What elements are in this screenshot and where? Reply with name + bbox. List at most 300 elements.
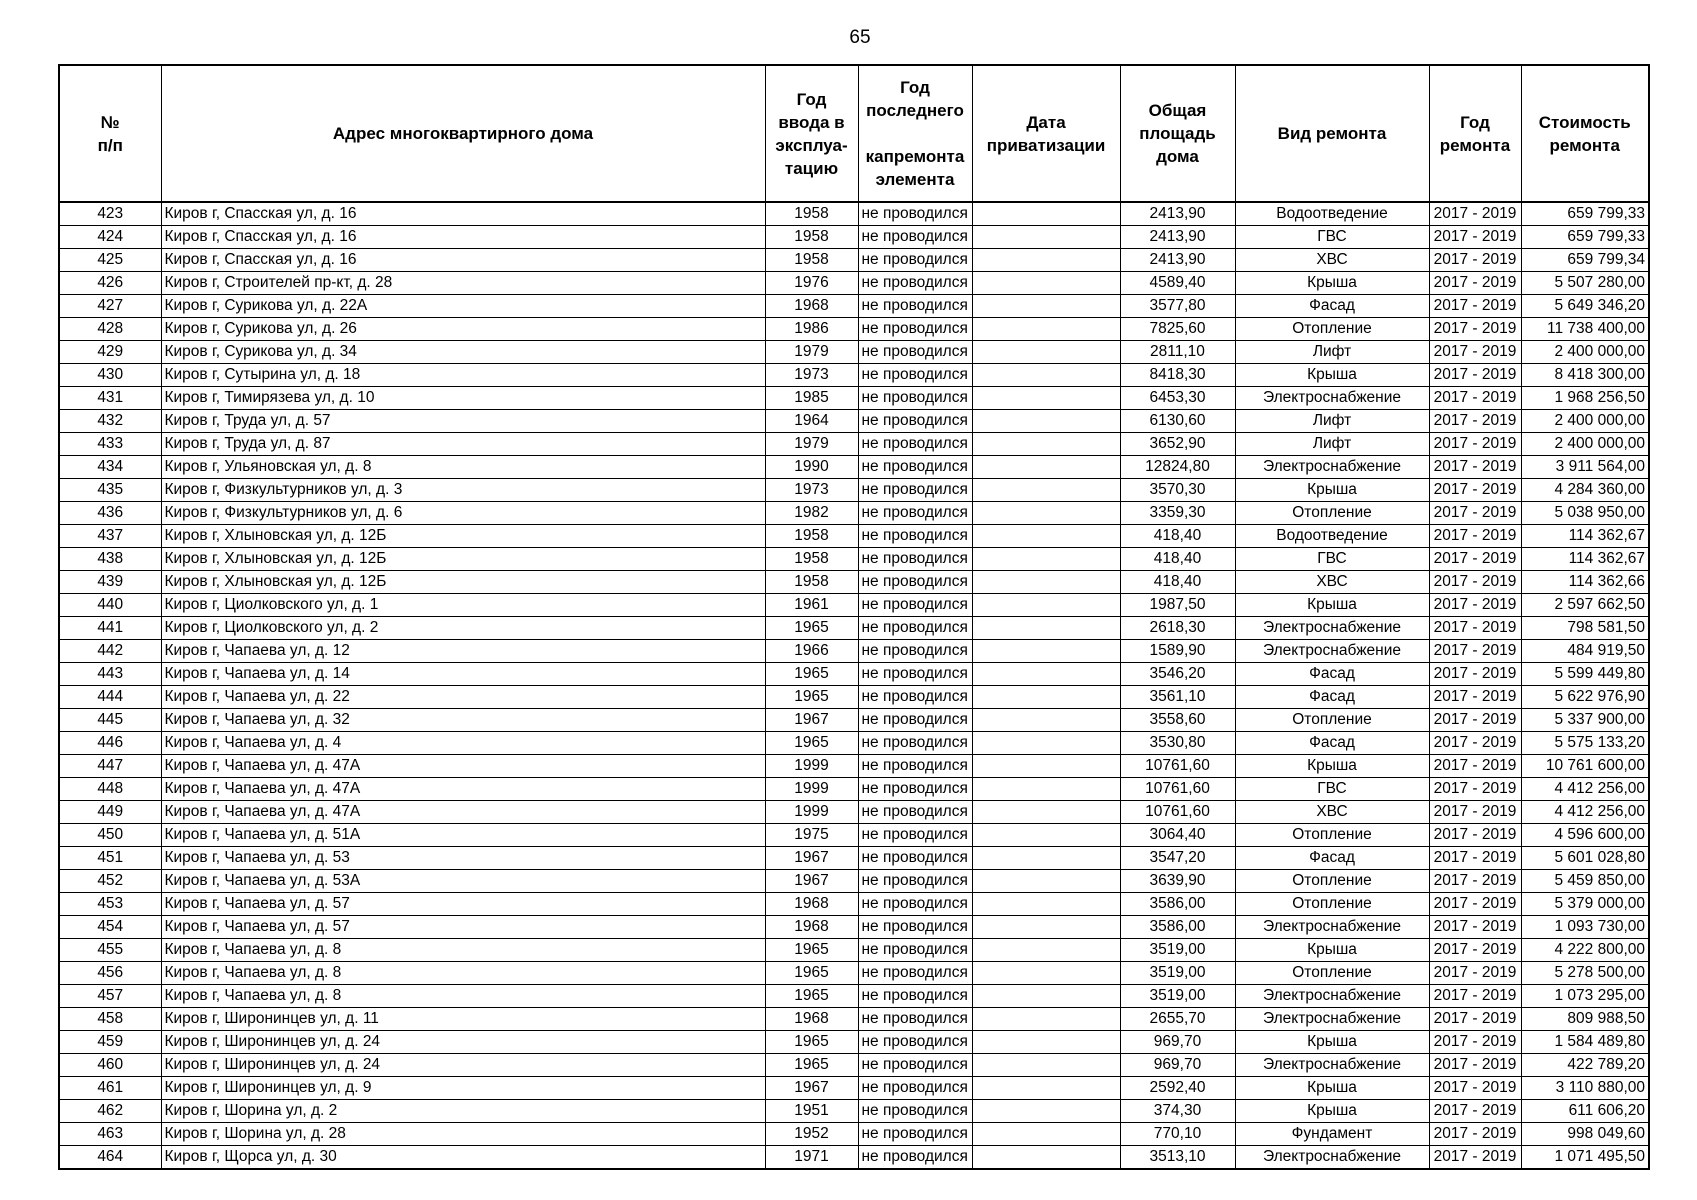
row-repair-cost: 5 507 280,00 <box>1521 272 1649 295</box>
table-row <box>59 870 1649 893</box>
table-row <box>59 617 1649 640</box>
table-row <box>59 202 1649 226</box>
row-repair-year: 2017 - 2019 <box>1429 617 1521 640</box>
row-privatization-date <box>972 663 1120 686</box>
row-index: 424 <box>59 226 161 249</box>
row-year-built: 1967 <box>765 1077 858 1100</box>
row-year-built: 1986 <box>765 318 858 341</box>
row-repair-type: Крыша <box>1235 1077 1429 1100</box>
row-last-repair: не проводился <box>858 1123 972 1146</box>
table-row <box>59 801 1649 824</box>
row-repair-cost: 5 337 900,00 <box>1521 709 1649 732</box>
row-year-built: 1979 <box>765 433 858 456</box>
row-index: 458 <box>59 1008 161 1031</box>
row-repair-type: Фасад <box>1235 663 1429 686</box>
row-repair-cost: 484 919,50 <box>1521 640 1649 663</box>
row-repair-type: ХВС <box>1235 249 1429 272</box>
row-repair-year: 2017 - 2019 <box>1429 272 1521 295</box>
row-index: 441 <box>59 617 161 640</box>
row-address: Киров г, Широнинцев ул, д. 9 <box>161 1077 765 1100</box>
row-privatization-date <box>972 456 1120 479</box>
table-row <box>59 548 1649 571</box>
table-row <box>59 686 1649 709</box>
row-total-area: 3546,20 <box>1120 663 1235 686</box>
row-privatization-date <box>972 686 1120 709</box>
row-repair-cost: 809 988,50 <box>1521 1008 1649 1031</box>
row-last-repair: не проводился <box>858 318 972 341</box>
row-index: 462 <box>59 1100 161 1123</box>
row-repair-year: 2017 - 2019 <box>1429 364 1521 387</box>
row-repair-cost: 422 789,20 <box>1521 1054 1649 1077</box>
row-index: 429 <box>59 341 161 364</box>
row-address: Киров г, Циолковского ул, д. 2 <box>161 617 765 640</box>
row-repair-cost: 1 093 730,00 <box>1521 916 1649 939</box>
row-address: Киров г, Труда ул, д. 57 <box>161 410 765 433</box>
row-repair-year: 2017 - 2019 <box>1429 916 1521 939</box>
row-year-built: 1965 <box>765 962 858 985</box>
row-address: Киров г, Чапаева ул, д. 57 <box>161 916 765 939</box>
row-repair-year: 2017 - 2019 <box>1429 985 1521 1008</box>
row-last-repair: не проводился <box>858 594 972 617</box>
row-last-repair: не проводился <box>858 1077 972 1100</box>
row-year-built: 1967 <box>765 870 858 893</box>
row-repair-type: Отопление <box>1235 824 1429 847</box>
row-privatization-date <box>972 364 1120 387</box>
row-repair-cost: 5 599 449,80 <box>1521 663 1649 686</box>
row-repair-year: 2017 - 2019 <box>1429 755 1521 778</box>
table-row <box>59 456 1649 479</box>
row-repair-year: 2017 - 2019 <box>1429 1146 1521 1170</box>
row-index: 443 <box>59 663 161 686</box>
row-year-built: 1967 <box>765 847 858 870</box>
row-year-built: 1965 <box>765 663 858 686</box>
row-year-built: 1951 <box>765 1100 858 1123</box>
row-year-built: 1966 <box>765 640 858 663</box>
row-last-repair: не проводился <box>858 1031 972 1054</box>
row-repair-cost: 2 597 662,50 <box>1521 594 1649 617</box>
row-last-repair: не проводился <box>858 663 972 686</box>
row-last-repair: не проводился <box>858 985 972 1008</box>
row-repair-year: 2017 - 2019 <box>1429 640 1521 663</box>
row-repair-cost: 2 400 000,00 <box>1521 410 1649 433</box>
row-repair-type: Отопление <box>1235 502 1429 525</box>
row-total-area: 10761,60 <box>1120 755 1235 778</box>
row-index: 431 <box>59 387 161 410</box>
row-year-built: 1968 <box>765 893 858 916</box>
row-address: Киров г, Щорса ул, д. 30 <box>161 1146 765 1170</box>
row-last-repair: не проводился <box>858 295 972 318</box>
row-address: Киров г, Чапаева ул, д. 57 <box>161 893 765 916</box>
row-privatization-date <box>972 433 1120 456</box>
row-repair-type: Электроснабжение <box>1235 1146 1429 1170</box>
row-address: Киров г, Ульяновская ул, д. 8 <box>161 456 765 479</box>
row-index: 464 <box>59 1146 161 1170</box>
row-index: 427 <box>59 295 161 318</box>
row-index: 453 <box>59 893 161 916</box>
row-privatization-date <box>972 1077 1120 1100</box>
row-repair-year: 2017 - 2019 <box>1429 939 1521 962</box>
row-last-repair: не проводился <box>858 548 972 571</box>
row-year-built: 1958 <box>765 571 858 594</box>
header-year-built: Год ввода в эксплуа- тацию <box>765 65 858 202</box>
row-privatization-date <box>972 755 1120 778</box>
row-privatization-date <box>972 571 1120 594</box>
table-header-row <box>59 65 1649 202</box>
row-address: Киров г, Широнинцев ул, д. 24 <box>161 1054 765 1077</box>
row-repair-year: 2017 - 2019 <box>1429 525 1521 548</box>
row-privatization-date <box>972 249 1120 272</box>
row-last-repair: не проводился <box>858 456 972 479</box>
row-repair-type: Электроснабжение <box>1235 985 1429 1008</box>
row-repair-type: Электроснабжение <box>1235 456 1429 479</box>
row-repair-type: Лифт <box>1235 410 1429 433</box>
row-repair-type: Крыша <box>1235 364 1429 387</box>
row-address: Киров г, Сурикова ул, д. 34 <box>161 341 765 364</box>
row-address: Киров г, Чапаева ул, д. 32 <box>161 709 765 732</box>
table-row <box>59 824 1649 847</box>
row-repair-type: ГВС <box>1235 226 1429 249</box>
row-year-built: 1999 <box>765 778 858 801</box>
row-repair-cost: 4 412 256,00 <box>1521 778 1649 801</box>
row-last-repair: не проводился <box>858 962 972 985</box>
row-address: Киров г, Сурикова ул, д. 26 <box>161 318 765 341</box>
row-repair-year: 2017 - 2019 <box>1429 709 1521 732</box>
row-year-built: 1965 <box>765 686 858 709</box>
row-address: Киров г, Чапаева ул, д. 53 <box>161 847 765 870</box>
table-row <box>59 525 1649 548</box>
row-last-repair: не проводился <box>858 893 972 916</box>
row-last-repair: не проводился <box>858 1100 972 1123</box>
row-total-area: 3577,80 <box>1120 295 1235 318</box>
row-index: 438 <box>59 548 161 571</box>
header-index: № п/п <box>59 65 161 202</box>
row-last-repair: не проводился <box>858 479 972 502</box>
row-address: Киров г, Физкультурников ул, д. 3 <box>161 479 765 502</box>
table-row <box>59 1123 1649 1146</box>
row-privatization-date <box>972 1054 1120 1077</box>
table-row <box>59 1100 1649 1123</box>
row-total-area: 3558,60 <box>1120 709 1235 732</box>
row-last-repair: не проводился <box>858 617 972 640</box>
row-privatization-date <box>972 1008 1120 1031</box>
row-privatization-date <box>972 318 1120 341</box>
row-total-area: 2811,10 <box>1120 341 1235 364</box>
row-repair-cost: 8 418 300,00 <box>1521 364 1649 387</box>
header-repair-cost: Стоимость ремонта <box>1521 65 1649 202</box>
row-index: 463 <box>59 1123 161 1146</box>
row-privatization-date <box>972 985 1120 1008</box>
row-year-built: 1985 <box>765 387 858 410</box>
row-privatization-date <box>972 732 1120 755</box>
table-row <box>59 1054 1649 1077</box>
row-index: 451 <box>59 847 161 870</box>
row-total-area: 1589,90 <box>1120 640 1235 663</box>
row-privatization-date <box>972 801 1120 824</box>
row-repair-cost: 5 038 950,00 <box>1521 502 1649 525</box>
table-row <box>59 571 1649 594</box>
row-repair-type: Электроснабжение <box>1235 916 1429 939</box>
row-address: Киров г, Чапаева ул, д. 51А <box>161 824 765 847</box>
row-total-area: 3519,00 <box>1120 962 1235 985</box>
row-repair-year: 2017 - 2019 <box>1429 410 1521 433</box>
row-repair-type: Электроснабжение <box>1235 640 1429 663</box>
row-repair-type: Фасад <box>1235 847 1429 870</box>
row-last-repair: не проводился <box>858 686 972 709</box>
row-year-built: 1976 <box>765 272 858 295</box>
row-address: Киров г, Чапаева ул, д. 8 <box>161 985 765 1008</box>
row-total-area: 3652,90 <box>1120 433 1235 456</box>
row-total-area: 969,70 <box>1120 1054 1235 1077</box>
row-year-built: 1965 <box>765 985 858 1008</box>
row-last-repair: не проводился <box>858 939 972 962</box>
row-total-area: 10761,60 <box>1120 801 1235 824</box>
table-row <box>59 249 1649 272</box>
row-repair-type: Отопление <box>1235 962 1429 985</box>
row-index: 460 <box>59 1054 161 1077</box>
row-last-repair: не проводился <box>858 226 972 249</box>
row-index: 454 <box>59 916 161 939</box>
row-year-built: 1965 <box>765 617 858 640</box>
row-repair-year: 2017 - 2019 <box>1429 778 1521 801</box>
row-index: 444 <box>59 686 161 709</box>
table-row <box>59 640 1649 663</box>
row-address: Киров г, Чапаева ул, д. 47А <box>161 801 765 824</box>
row-last-repair: не проводился <box>858 824 972 847</box>
table-row <box>59 341 1649 364</box>
row-index: 452 <box>59 870 161 893</box>
row-repair-cost: 2 400 000,00 <box>1521 341 1649 364</box>
row-repair-type: ХВС <box>1235 801 1429 824</box>
row-repair-year: 2017 - 2019 <box>1429 1031 1521 1054</box>
row-repair-type: Крыша <box>1235 1100 1429 1123</box>
row-address: Киров г, Широнинцев ул, д. 11 <box>161 1008 765 1031</box>
row-repair-type: Фасад <box>1235 686 1429 709</box>
row-repair-type: Фундамент <box>1235 1123 1429 1146</box>
row-repair-type: Электроснабжение <box>1235 1054 1429 1077</box>
row-repair-type: Электроснабжение <box>1235 1008 1429 1031</box>
row-index: 455 <box>59 939 161 962</box>
row-index: 434 <box>59 456 161 479</box>
row-repair-year: 2017 - 2019 <box>1429 732 1521 755</box>
row-year-built: 1967 <box>765 709 858 732</box>
row-repair-cost: 5 379 000,00 <box>1521 893 1649 916</box>
row-last-repair: не проводился <box>858 755 972 778</box>
row-address: Киров г, Чапаева ул, д. 47А <box>161 778 765 801</box>
row-year-built: 1958 <box>765 226 858 249</box>
row-address: Киров г, Хлыновская ул, д. 12Б <box>161 571 765 594</box>
row-index: 440 <box>59 594 161 617</box>
row-index: 433 <box>59 433 161 456</box>
row-privatization-date <box>972 594 1120 617</box>
row-repair-cost: 1 071 495,50 <box>1521 1146 1649 1170</box>
row-repair-year: 2017 - 2019 <box>1429 226 1521 249</box>
row-last-repair: не проводился <box>858 1008 972 1031</box>
row-total-area: 3519,00 <box>1120 939 1235 962</box>
row-total-area: 3570,30 <box>1120 479 1235 502</box>
row-repair-cost: 798 581,50 <box>1521 617 1649 640</box>
row-total-area: 3519,00 <box>1120 985 1235 1008</box>
row-address: Киров г, Чапаева ул, д. 8 <box>161 962 765 985</box>
row-address: Киров г, Сутырина ул, д. 18 <box>161 364 765 387</box>
row-repair-cost: 3 911 564,00 <box>1521 456 1649 479</box>
table-row <box>59 272 1649 295</box>
row-index: 448 <box>59 778 161 801</box>
row-address: Киров г, Физкультурников ул, д. 6 <box>161 502 765 525</box>
row-year-built: 1973 <box>765 479 858 502</box>
row-year-built: 1958 <box>765 202 858 226</box>
row-total-area: 4589,40 <box>1120 272 1235 295</box>
row-repair-cost: 5 278 500,00 <box>1521 962 1649 985</box>
row-index: 446 <box>59 732 161 755</box>
row-privatization-date <box>972 202 1120 226</box>
row-total-area: 2655,70 <box>1120 1008 1235 1031</box>
row-total-area: 2618,30 <box>1120 617 1235 640</box>
row-repair-type: Фасад <box>1235 295 1429 318</box>
row-repair-year: 2017 - 2019 <box>1429 1100 1521 1123</box>
row-year-built: 1961 <box>765 594 858 617</box>
row-repair-cost: 4 284 360,00 <box>1521 479 1649 502</box>
row-year-built: 1975 <box>765 824 858 847</box>
row-last-repair: не проводился <box>858 1054 972 1077</box>
row-repair-cost: 5 601 028,80 <box>1521 847 1649 870</box>
header-last-repair: Год последнего капремонта элемента <box>858 65 972 202</box>
row-repair-year: 2017 - 2019 <box>1429 847 1521 870</box>
row-last-repair: не проводился <box>858 571 972 594</box>
row-repair-cost: 998 049,60 <box>1521 1123 1649 1146</box>
row-last-repair: не проводился <box>858 640 972 663</box>
row-repair-year: 2017 - 2019 <box>1429 341 1521 364</box>
row-year-built: 1965 <box>765 939 858 962</box>
row-privatization-date <box>972 272 1120 295</box>
row-repair-year: 2017 - 2019 <box>1429 548 1521 571</box>
row-repair-year: 2017 - 2019 <box>1429 479 1521 502</box>
row-privatization-date <box>972 709 1120 732</box>
row-repair-type: Водоотведение <box>1235 202 1429 226</box>
row-repair-type: Крыша <box>1235 939 1429 962</box>
row-repair-type: Электроснабжение <box>1235 387 1429 410</box>
row-privatization-date <box>972 870 1120 893</box>
row-repair-year: 2017 - 2019 <box>1429 962 1521 985</box>
row-year-built: 1982 <box>765 502 858 525</box>
row-address: Киров г, Спасская ул, д. 16 <box>161 226 765 249</box>
table-row <box>59 594 1649 617</box>
row-total-area: 969,70 <box>1120 1031 1235 1054</box>
row-privatization-date <box>972 1146 1120 1170</box>
row-year-built: 1973 <box>765 364 858 387</box>
header-repair-year: Год ремонта <box>1429 65 1521 202</box>
row-address: Киров г, Хлыновская ул, д. 12Б <box>161 548 765 571</box>
row-address: Киров г, Шорина ул, д. 2 <box>161 1100 765 1123</box>
row-repair-type: ГВС <box>1235 778 1429 801</box>
row-address: Киров г, Тимирязева ул, д. 10 <box>161 387 765 410</box>
row-year-built: 1968 <box>765 295 858 318</box>
table-row <box>59 1146 1649 1170</box>
row-privatization-date <box>972 916 1120 939</box>
row-address: Киров г, Спасская ул, д. 16 <box>161 202 765 226</box>
row-year-built: 1999 <box>765 755 858 778</box>
row-repair-type: Отопление <box>1235 893 1429 916</box>
row-repair-year: 2017 - 2019 <box>1429 1077 1521 1100</box>
row-year-built: 1958 <box>765 548 858 571</box>
header-total-area: Общая площадь дома <box>1120 65 1235 202</box>
row-year-built: 1971 <box>765 1146 858 1170</box>
row-repair-type: Крыша <box>1235 594 1429 617</box>
row-last-repair: не проводился <box>858 870 972 893</box>
row-index: 432 <box>59 410 161 433</box>
row-repair-type: Отопление <box>1235 318 1429 341</box>
row-year-built: 1958 <box>765 525 858 548</box>
table-row <box>59 479 1649 502</box>
row-index: 428 <box>59 318 161 341</box>
row-year-built: 1999 <box>765 801 858 824</box>
row-repair-cost: 659 799,33 <box>1521 202 1649 226</box>
row-last-repair: не проводился <box>858 709 972 732</box>
row-last-repair: не проводился <box>858 364 972 387</box>
row-privatization-date <box>972 387 1120 410</box>
row-index: 430 <box>59 364 161 387</box>
row-privatization-date <box>972 640 1120 663</box>
row-repair-cost: 5 649 346,20 <box>1521 295 1649 318</box>
row-address: Киров г, Строителей пр-кт, д. 28 <box>161 272 765 295</box>
row-total-area: 8418,30 <box>1120 364 1235 387</box>
row-repair-type: Водоотведение <box>1235 525 1429 548</box>
table-row <box>59 962 1649 985</box>
row-repair-year: 2017 - 2019 <box>1429 893 1521 916</box>
row-last-repair: не проводился <box>858 778 972 801</box>
row-address: Киров г, Хлыновская ул, д. 12Б <box>161 525 765 548</box>
row-repair-cost: 10 761 600,00 <box>1521 755 1649 778</box>
row-repair-cost: 2 400 000,00 <box>1521 433 1649 456</box>
row-year-built: 1965 <box>765 1031 858 1054</box>
row-privatization-date <box>972 1123 1120 1146</box>
row-total-area: 3547,20 <box>1120 847 1235 870</box>
row-repair-year: 2017 - 2019 <box>1429 801 1521 824</box>
row-privatization-date <box>972 617 1120 640</box>
row-index: 461 <box>59 1077 161 1100</box>
row-last-repair: не проводился <box>858 249 972 272</box>
row-repair-year: 2017 - 2019 <box>1429 686 1521 709</box>
row-last-repair: не проводился <box>858 847 972 870</box>
row-repair-cost: 1 968 256,50 <box>1521 387 1649 410</box>
row-privatization-date <box>972 939 1120 962</box>
row-year-built: 1965 <box>765 732 858 755</box>
row-index: 437 <box>59 525 161 548</box>
table-row <box>59 387 1649 410</box>
row-total-area: 10761,60 <box>1120 778 1235 801</box>
row-repair-cost: 1 584 489,80 <box>1521 1031 1649 1054</box>
row-address: Киров г, Чапаева ул, д. 4 <box>161 732 765 755</box>
row-repair-year: 2017 - 2019 <box>1429 1054 1521 1077</box>
row-repair-year: 2017 - 2019 <box>1429 571 1521 594</box>
row-repair-cost: 5 575 133,20 <box>1521 732 1649 755</box>
row-total-area: 2413,90 <box>1120 249 1235 272</box>
row-year-built: 1965 <box>765 1054 858 1077</box>
row-address: Киров г, Спасская ул, д. 16 <box>161 249 765 272</box>
row-total-area: 2413,90 <box>1120 226 1235 249</box>
row-repair-cost: 11 738 400,00 <box>1521 318 1649 341</box>
row-address: Киров г, Труда ул, д. 87 <box>161 433 765 456</box>
row-privatization-date <box>972 548 1120 571</box>
row-privatization-date <box>972 295 1120 318</box>
row-total-area: 3639,90 <box>1120 870 1235 893</box>
table-row <box>59 226 1649 249</box>
row-year-built: 1968 <box>765 916 858 939</box>
row-index: 459 <box>59 1031 161 1054</box>
row-index: 442 <box>59 640 161 663</box>
row-repair-type: Крыша <box>1235 272 1429 295</box>
row-year-built: 1968 <box>765 1008 858 1031</box>
table-row <box>59 663 1649 686</box>
